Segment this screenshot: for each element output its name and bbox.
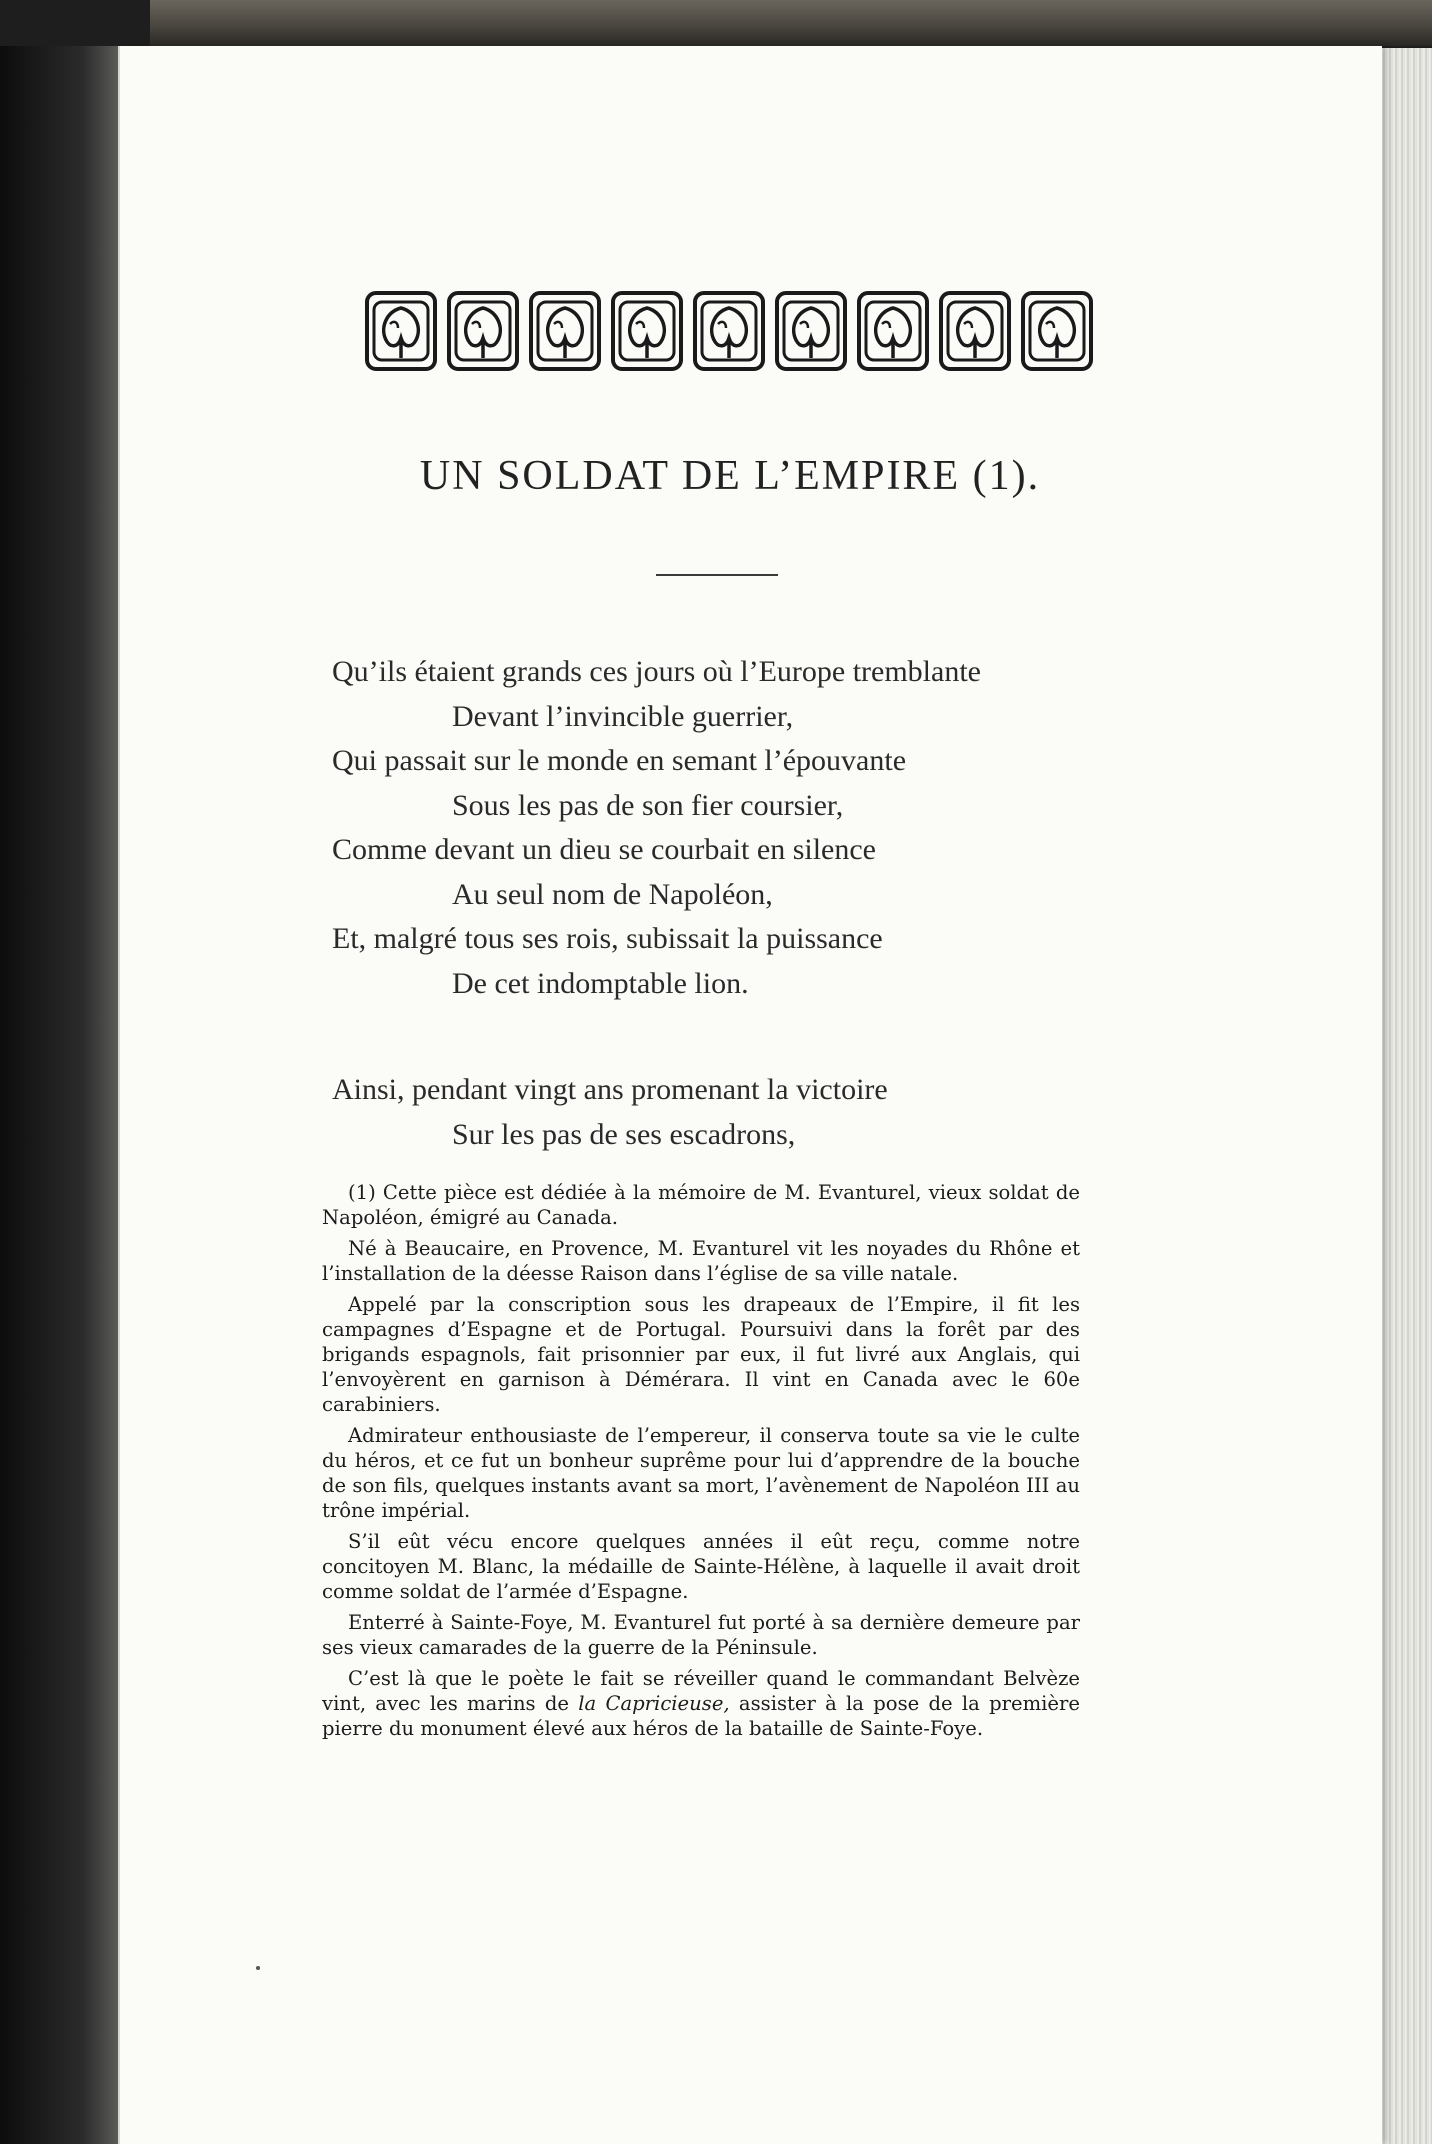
facing-page-edge [0, 46, 118, 2144]
art-nouveau-ornament-icon [364, 290, 438, 372]
footnote-paragraph: Né à Beaucaire, en Provence, M. Evanturel vit les noyades du Rhône et l’installation de la déesse Raison dans l’église de sa ville natale. [322, 1237, 1080, 1285]
art-nouveau-ornament-icon [528, 290, 602, 372]
footnote-paragraph: S’il eût vécu encore quelques années il eût reçu, comme notre concitoyen M. Blanc, la médaille de Sainte-Hélène, à laquelle il avait droit comme soldat de l’armée d’Espagne. [322, 1530, 1080, 1603]
poem-title: UN SOLDAT DE L’EMPIRE (1). [419, 453, 1041, 499]
footnote-paragraph: Admirateur enthousiaste de l’empereur, il conserva toute sa vie le culte du héros, et ce fut un bonheur suprême pour lui d’apprendre de la bouche de son fils, quelques instants avant sa mort, l’avènement de Napoléon III au trône impérial. [322, 1424, 1080, 1522]
verse-line: Au seul nom de Napoléon, [452, 877, 773, 911]
art-nouveau-ornament-icon [1020, 290, 1094, 372]
footnote-text: assister à la pose de la première pierre du monument élevé aux héros de la bataille de Sainte-Foye. [322, 1692, 1080, 1740]
verse-line: Sur les pas de ses escadrons, [452, 1117, 796, 1151]
verse-line: Qui passait sur le monde en semant l’épouvante [332, 744, 907, 777]
footnote-paragraph: (1) Cette pièce est dédiée à la mémoire de M. Evanturel, vieux soldat de Napoléon, émigré au Canada. [322, 1181, 1080, 1229]
stanza-2 [332, 1068, 1232, 1157]
footnote-paragraph [322, 1666, 1080, 1741]
footnote-paragraph: Appelé par la conscription sous les drapeaux de l’Empire, il fit les campagnes d’Espagne et de Portugal. Poursuivi dans la forêt par des brigands espagnols, fait prisonnier par eux, il fut livré aux Anglais, qui l’envoyèrent en garnison à Démérara. Il vint en Canada avec le 60e carabiniers. [322, 1293, 1080, 1416]
footnote [322, 1180, 1080, 1747]
art-nouveau-ornament-icon [938, 290, 1012, 372]
verse-line: Ainsi, pendant vingt ans promenant la victoire [332, 1073, 888, 1106]
art-nouveau-ornament-icon [610, 290, 684, 372]
title-rule [656, 574, 778, 576]
art-nouveau-ornament-icon [774, 290, 848, 372]
art-nouveau-ornament-icon [692, 290, 766, 372]
verse-line: De cet indomptable lion. [452, 966, 749, 1000]
verse-line: Qu’ils étaient grands ces jours où l’Europe tremblante [332, 655, 981, 688]
page-speck [256, 1966, 260, 1970]
footnote-paragraph: Enterré à Sainte-Foye, M. Evanturel fut porté à sa dernière demeure par ses vieux camarades de la guerre de la Péninsule. [322, 1611, 1080, 1659]
verse-line: Comme devant un dieu se courbait en silence [332, 833, 876, 866]
stanza-1 [332, 650, 1232, 1006]
footnote-text: C’est là que le poète le fait se réveiller quand le commandant Belvèze vint, avec les marins de [322, 1667, 1080, 1715]
verse-line: Devant l’invincible guerrier, [452, 699, 794, 733]
art-nouveau-ornament-icon [446, 290, 520, 372]
book-cover-strip [150, 0, 1432, 46]
ship-name: la Capricieuse, [578, 1692, 730, 1715]
header-ornament [364, 290, 1094, 372]
art-nouveau-ornament-icon [856, 290, 930, 372]
verse-line: Et, malgré tous ses rois, subissait la puissance [332, 922, 883, 955]
verse-line: Sous les pas de son fier coursier, [452, 788, 844, 822]
